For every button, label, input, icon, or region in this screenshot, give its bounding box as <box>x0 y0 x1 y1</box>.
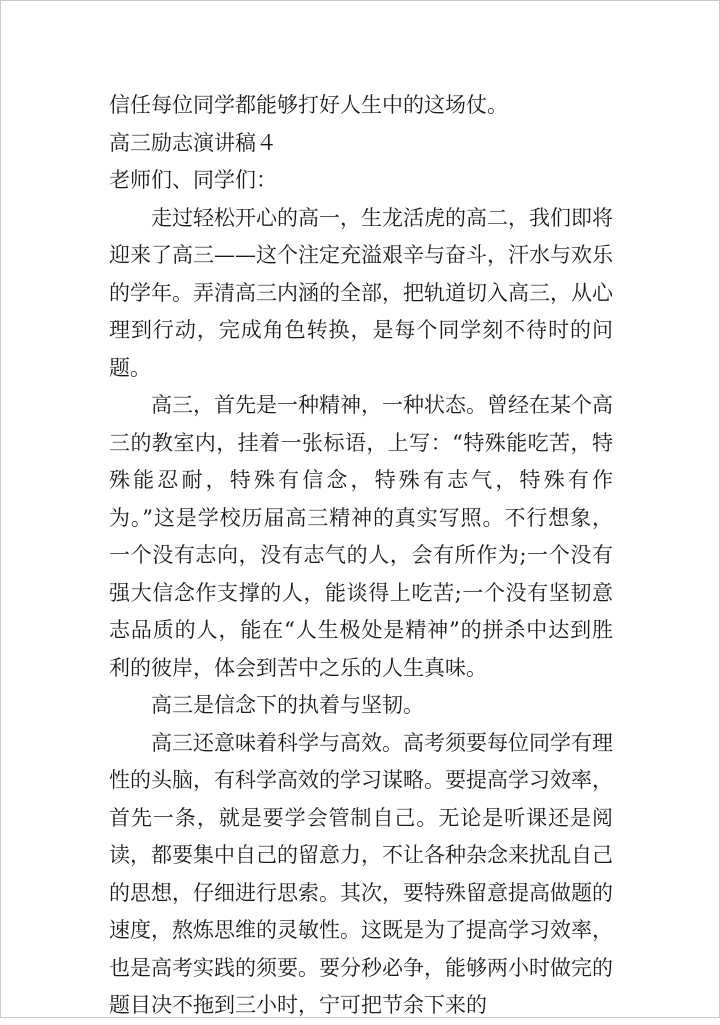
speech-title: 高三励志演讲稿４ <box>109 130 277 155</box>
paragraph-belief: 高三是信念下的执着与坚韧。 <box>151 693 424 717</box>
paragraph-intro: 走过轻松开心的高一，生龙活虎的高二，我们即将迎来了高三——这个注定充溢艰辛与奋斗，汗水与欢乐的学年。弄清高三内涵的全部，把轨道切入高三，从心理到行动，完成角色转换，是每个同学刻不待时的问题。 <box>109 205 613 380</box>
document-body <box>109 87 613 1025</box>
paragraph-efficiency: 高三还意味着科学与高效。高考须要每位同学有理性的头脑，有科学高效的学习谋略。要提高学习效率，首先一条，就是要学会管制自己。无论是听课还是阅读，都要集中自己的留意力，不让各种杂念来扰乱自己的思想，仔细进行思索。其次，要特殊留意提高做题的速度，熬炼思维的灵敏性。这既是为了提高学习效率，也是高考实践的须要。要分秒必争，能够两小时做完的题目决不拖到三小时，宁可把节余下来的 <box>109 730 613 1017</box>
closing-line: 信任每位同学都能够打好人生中的这场仗。 <box>109 93 508 117</box>
paragraph-spirit: 高三，首先是一种精神，一种状态。曾经在某个高三的教室内，挂着一张标语，上写：“特殊能吃苦，特殊能忍耐，特殊有信念，特殊有志气，特殊有作为。”这是学校历届高三精神的真实写照。不行想象，一个没有志向，没有志气的人，会有所作为;一个没有强大信念作支撑的人，能谈得上吃苦;一个没有坚韧意志品质的人，能在“人生极处是精神”的拼杀中达到胜利的彼岸，体会到苦中之乐的人生真味。 <box>109 393 613 680</box>
salutation: 老师们、同学们： <box>109 168 277 192</box>
